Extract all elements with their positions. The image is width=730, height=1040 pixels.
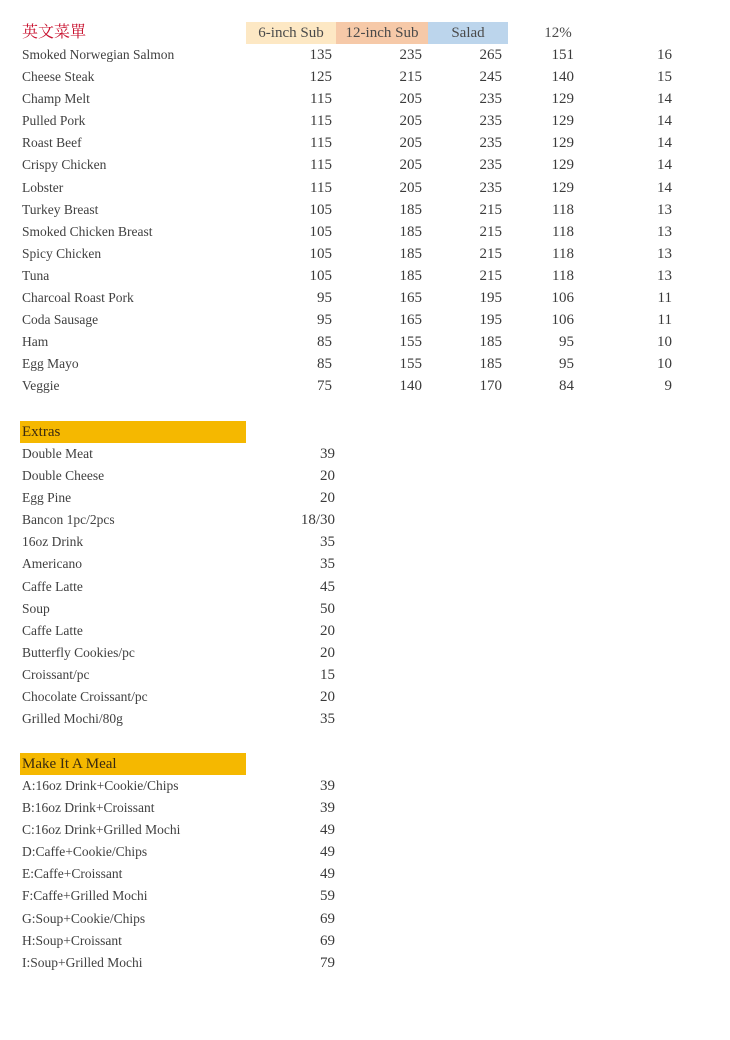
price-6-inch: 105: [309, 267, 332, 284]
price-12-inch: 185: [399, 245, 422, 262]
price-12-inch: 205: [399, 157, 422, 174]
price-6-inch: 75: [317, 378, 332, 395]
price-12-inch: 205: [399, 135, 422, 152]
item-name: Turkey Breast: [22, 201, 99, 217]
meal-heading: Make It A Meal: [20, 753, 246, 775]
extras-item: [0, 686, 730, 708]
price-percent: 118: [552, 223, 574, 240]
meal-item: [0, 908, 730, 930]
price-12-inch: 165: [399, 290, 422, 307]
extras-item: [0, 620, 730, 642]
item-price: 79: [320, 954, 335, 971]
item-name: H:Soup+Croissant: [22, 932, 122, 948]
price-extra: 13: [657, 245, 672, 262]
extras-item: [0, 664, 730, 686]
price-extra: 15: [657, 69, 672, 86]
meal-item: [0, 841, 730, 863]
price-salad: 195: [479, 312, 502, 329]
page-title: 英文菜單: [22, 24, 87, 41]
price-percent: 118: [552, 267, 574, 284]
extras-item: [0, 708, 730, 730]
item-name: F:Caffe+Grilled Mochi: [22, 888, 148, 904]
menu-row: [0, 66, 730, 88]
price-extra: 11: [657, 312, 672, 329]
price-percent: 129: [551, 113, 574, 130]
item-name: Veggie: [22, 378, 60, 394]
price-percent: 95: [559, 334, 574, 351]
menu-row: [0, 221, 730, 243]
item-price: 49: [320, 844, 335, 861]
item-name: Americano: [22, 556, 82, 572]
item-name: D:Caffe+Cookie/Chips: [22, 844, 148, 860]
price-percent: 129: [551, 179, 574, 196]
price-12-inch: 205: [399, 179, 422, 196]
meal-item: [0, 797, 730, 819]
price-12-inch: 185: [399, 267, 422, 284]
item-name: Crispy Chicken: [22, 157, 107, 173]
extras-item: [0, 487, 730, 509]
item-name: Butterfly Cookies/pc: [22, 644, 135, 660]
price-extra: 14: [657, 113, 672, 130]
menu-row: [0, 154, 730, 176]
menu-row: [0, 265, 730, 287]
extras-item: [0, 553, 730, 575]
price-6-inch: 85: [317, 334, 332, 351]
price-extra: 9: [664, 378, 672, 395]
item-name: E:Caffe+Croissant: [22, 866, 123, 882]
item-name: Egg Mayo: [22, 356, 79, 372]
meal-item: [0, 863, 730, 885]
item-price: 20: [320, 622, 335, 639]
extras-item: [0, 576, 730, 598]
price-6-inch: 95: [317, 290, 332, 307]
menu-row: [0, 243, 730, 265]
item-name: B:16oz Drink+Croissant: [22, 800, 155, 816]
price-percent: 140: [551, 69, 574, 86]
price-12-inch: 155: [399, 356, 422, 373]
item-name: Grilled Mochi/80g: [22, 711, 123, 727]
item-price: 20: [320, 490, 335, 507]
meal-list: [0, 775, 730, 974]
price-extra: 16: [657, 47, 672, 63]
price-extra: 13: [657, 201, 672, 218]
item-name: G:Soup+Cookie/Chips: [22, 910, 146, 926]
header-percent: 12%: [544, 25, 572, 41]
price-extra: 14: [657, 157, 672, 174]
item-name: Caffe Latte: [22, 622, 83, 638]
price-salad: 265: [479, 47, 502, 63]
extras-item: [0, 443, 730, 465]
item-name: Croissant/pc: [22, 666, 90, 682]
item-price: 15: [320, 666, 335, 683]
extras-item: [0, 531, 730, 553]
item-price: 39: [320, 800, 335, 817]
item-price: 49: [320, 822, 335, 839]
price-extra: 10: [657, 334, 672, 351]
menu-row: [0, 110, 730, 132]
item-price: 35: [320, 711, 335, 728]
price-6-inch: 115: [310, 113, 332, 130]
price-extra: 13: [657, 223, 672, 240]
price-12-inch: 165: [399, 312, 422, 329]
price-salad: 185: [479, 334, 502, 351]
item-name: Soup: [22, 600, 50, 616]
item-name: 16oz Drink: [22, 534, 84, 550]
meal-item: [0, 775, 730, 797]
price-percent: 118: [552, 201, 574, 218]
price-salad: 195: [479, 290, 502, 307]
meal-item: [0, 885, 730, 907]
item-name: I:Soup+Grilled Mochi: [22, 954, 143, 970]
extras-heading: Extras: [20, 421, 246, 443]
price-12-inch: 205: [399, 113, 422, 130]
price-salad: 235: [479, 91, 502, 108]
price-6-inch: 105: [309, 223, 332, 240]
price-12-inch: 215: [399, 69, 422, 86]
price-salad: 170: [479, 378, 502, 395]
item-name: Roast Beef: [22, 135, 82, 151]
price-6-inch: 95: [317, 312, 332, 329]
item-name: Charcoal Roast Pork: [22, 290, 134, 306]
price-extra: 14: [657, 135, 672, 152]
menu-row: [0, 177, 730, 199]
extras-item: [0, 642, 730, 664]
price-extra: 14: [657, 179, 672, 196]
item-name: Coda Sausage: [22, 312, 99, 328]
menu-row: [0, 331, 730, 353]
price-6-inch: 125: [309, 69, 332, 86]
extras-item: [0, 598, 730, 620]
item-name: Ham: [22, 334, 49, 350]
item-price: 69: [320, 932, 335, 949]
item-name: Caffe Latte: [22, 578, 83, 594]
price-salad: 215: [479, 245, 502, 262]
meal-item: [0, 952, 730, 974]
price-12-inch: 205: [399, 91, 422, 108]
item-name: Egg Pine: [22, 490, 72, 506]
price-12-inch: 235: [399, 47, 422, 63]
extras-item: [0, 509, 730, 531]
item-name: Spicy Chicken: [22, 245, 102, 261]
item-name: Smoked Chicken Breast: [22, 223, 153, 239]
price-6-inch: 115: [310, 135, 332, 152]
price-salad: 215: [479, 267, 502, 284]
price-12-inch: 155: [399, 334, 422, 351]
price-salad: 215: [479, 201, 502, 218]
header-6-inch-sub: 6-inch Sub: [246, 22, 336, 44]
price-percent: 84: [559, 378, 574, 395]
price-extra: 10: [657, 356, 672, 373]
price-6-inch: 115: [310, 157, 332, 174]
item-name: Lobster: [22, 179, 64, 195]
item-name: Double Meat: [22, 446, 93, 461]
item-price: 20: [320, 468, 335, 485]
price-percent: 129: [551, 135, 574, 152]
price-extra: 11: [657, 290, 672, 307]
header-12-inch-sub: 12-inch Sub: [336, 22, 428, 44]
item-name: Tuna: [22, 267, 50, 283]
item-name: Smoked Norwegian Salmon: [22, 47, 175, 62]
extras-item: [0, 465, 730, 487]
price-salad: 235: [479, 157, 502, 174]
item-name: C:16oz Drink+Grilled Mochi: [22, 822, 181, 838]
item-price: 39: [320, 778, 335, 794]
price-percent: 151: [551, 47, 574, 63]
price-extra: 13: [657, 267, 672, 284]
price-extra: 14: [657, 91, 672, 108]
price-6-inch: 105: [309, 201, 332, 218]
item-name: Double Cheese: [22, 468, 105, 484]
price-percent: 95: [559, 356, 574, 373]
price-percent: 106: [551, 290, 574, 307]
item-price: 20: [320, 644, 335, 661]
price-percent: 106: [551, 312, 574, 329]
price-6-inch: 115: [310, 91, 332, 108]
menu-row: [0, 353, 730, 375]
price-6-inch: 135: [309, 47, 332, 63]
item-name: Chocolate Croissant/pc: [22, 689, 148, 705]
menu-table: [0, 44, 730, 398]
price-percent: 129: [551, 91, 574, 108]
price-salad: 215: [479, 223, 502, 240]
price-salad: 235: [479, 179, 502, 196]
price-percent: 129: [551, 157, 574, 174]
item-price: 49: [320, 866, 335, 883]
item-price: 20: [320, 689, 335, 706]
price-12-inch: 140: [399, 378, 422, 395]
item-price: 69: [320, 910, 335, 927]
price-salad: 245: [479, 69, 502, 86]
item-price: 35: [320, 556, 335, 573]
menu-row: [0, 132, 730, 154]
item-price: 45: [320, 578, 335, 595]
price-salad: 185: [479, 356, 502, 373]
item-name: A:16oz Drink+Cookie/Chips: [22, 778, 179, 793]
menu-row: [0, 88, 730, 110]
item-name: Pulled Pork: [22, 113, 86, 129]
item-price: 50: [320, 600, 335, 617]
item-name: Bancon 1pc/2pcs: [22, 512, 115, 528]
item-price: 35: [320, 534, 335, 551]
menu-row: [0, 309, 730, 331]
menu-row: [0, 287, 730, 309]
price-salad: 235: [479, 135, 502, 152]
item-name: Champ Melt: [22, 91, 90, 107]
menu-row: [0, 199, 730, 221]
extras-list: [0, 443, 730, 730]
meal-item: [0, 819, 730, 841]
menu-row: [0, 375, 730, 397]
price-6-inch: 85: [317, 356, 332, 373]
price-percent: 118: [552, 245, 574, 262]
meal-item: [0, 930, 730, 952]
price-6-inch: 105: [309, 245, 332, 262]
item-price: 39: [320, 446, 335, 462]
price-salad: 235: [479, 113, 502, 130]
item-name: Cheese Steak: [22, 69, 95, 85]
price-6-inch: 115: [310, 179, 332, 196]
item-price: 18/30: [300, 512, 335, 529]
price-12-inch: 185: [399, 201, 422, 218]
item-price: 59: [320, 888, 335, 905]
header-salad: Salad: [428, 22, 508, 44]
menu-row: [0, 44, 730, 66]
price-12-inch: 185: [399, 223, 422, 240]
